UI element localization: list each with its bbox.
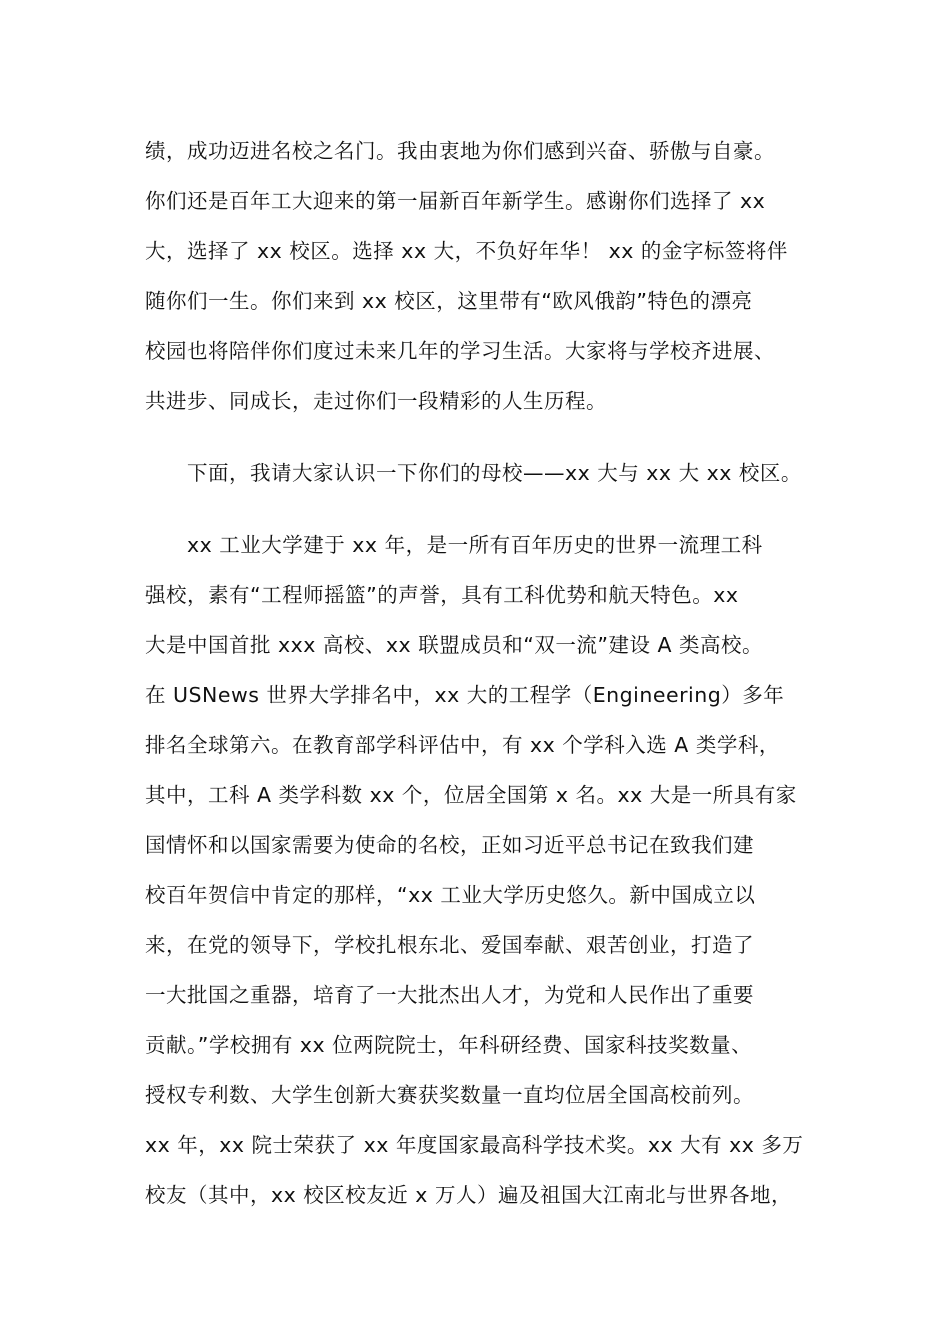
text-line: 其中，工科 A 类学科数 xx 个，位居全国第 x 名。xx 大是一所具有家 <box>145 783 797 807</box>
text-line: 绩，成功迈进名校之名门。我由衷地为你们感到兴奋、骄傲与自豪。 <box>145 139 775 163</box>
text-line: 国情怀和以国家需要为使命的名校，正如习近平总书记在致我们建 <box>145 833 754 857</box>
text-line: 校百年贺信中肯定的那样，“xx 工业大学历史悠久。新中国成立以 <box>145 883 756 907</box>
text-line: xx 年，xx 院士荣获了 xx 年度国家最高科学技术奖。xx 大有 xx 多万 <box>145 1133 804 1157</box>
paragraph-spacer <box>145 426 825 448</box>
paragraph-spacer <box>145 498 825 520</box>
text-line: 一大批国之重器，培育了一大批杰出人才，为党和人民作出了重要 <box>145 983 754 1007</box>
text-line: 随你们一生。你们来到 xx 校区，这里带有“欧风俄韵”特色的漂亮 <box>145 289 753 313</box>
text-line: 校友（其中，xx 校区校友近 x 万人）遍及祖国大江南北与世界各地， <box>145 1183 792 1207</box>
text-line: 贡献。”学校拥有 xx 位两院院士，年科研经费、国家科技奖数量、 <box>145 1033 753 1057</box>
text-line: 大是中国首批 xxx 高校、xx 联盟成员和“双一流”建设 A 类高校。 <box>145 633 764 657</box>
text-line: 共进步、同成长，走过你们一段精彩的人生历程。 <box>145 389 607 413</box>
document-body <box>145 126 825 1220</box>
text-line: 在 USNews 世界大学排名中，xx 大的工程学（Engineering）多年 <box>145 683 785 707</box>
text-line: 你们还是百年工大迎来的第一届新百年新学生。感谢你们选择了 xx <box>145 189 766 213</box>
paragraph-welcome <box>145 126 825 426</box>
text-line: 下面，我请大家认识一下你们的母校——xx 大与 xx 大 xx 校区。 <box>145 461 802 485</box>
text-line: 校园也将陪伴你们度过未来几年的学习生活。大家将与学校齐进展、 <box>145 339 775 363</box>
paragraph-introduction <box>145 448 825 498</box>
paragraph-university-history <box>145 520 825 1220</box>
text-line: 强校，素有“工程师摇篮”的声誉，具有工科优势和航天特色。xx <box>145 583 739 607</box>
text-line: 排名全球第六。在教育部学科评估中，有 xx 个学科入选 A 类学科， <box>145 733 780 757</box>
text-line: xx 工业大学建于 xx 年，是一所有百年历史的世界一流理工科 <box>145 533 763 557</box>
text-line: 来，在党的领导下，学校扎根东北、爱国奉献、艰苦创业，打造了 <box>145 933 754 957</box>
text-line: 大，选择了 xx 校区。选择 xx 大，不负好年华！ xx 的金字标签将伴 <box>145 239 788 263</box>
text-line: 授权专利数、大学生创新大赛获奖数量一直均位居全国高校前列。 <box>145 1083 754 1107</box>
